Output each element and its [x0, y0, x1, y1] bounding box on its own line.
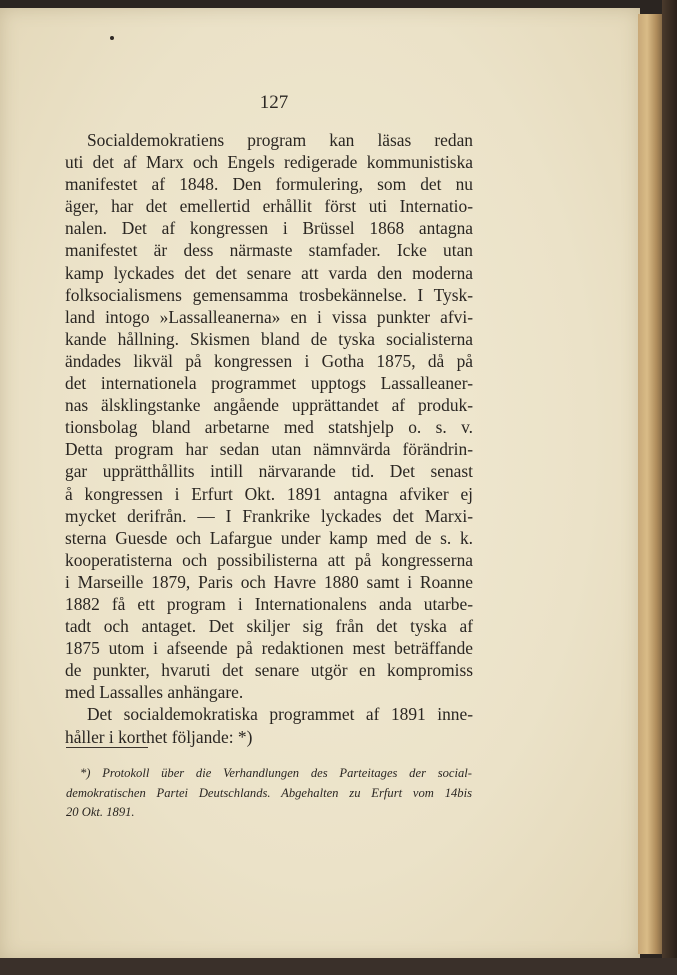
text-line: land intogo »Lassalleanerna» en i vissa punkter afvi-	[65, 306, 473, 327]
text-line: 1882 få ett program i Internationalens anda utarbe-	[65, 593, 473, 614]
text-line: mycket derifrån. — I Frankrike lyckades det Marxi-	[65, 505, 473, 526]
text-line: kooperatisterna och possibilisterna att på kongresserna	[65, 549, 473, 570]
text-line: sterna Guesde och Lafargue under kamp med de s. k.	[65, 527, 473, 548]
text-line: manifestet af 1848. Den formulering, som det nu	[65, 174, 473, 195]
page-number: 127	[259, 92, 289, 113]
text-line: nalen. Det af kongressen i Brüssel 1868 antagna	[65, 218, 473, 239]
text-line: kamp lyckades det det senare att varda den moderna	[65, 262, 473, 283]
text-line: å kongressen i Erfurt Okt. 1891 antagna afviker ej	[65, 483, 473, 504]
footnote-line: 20 Okt. 1891.	[66, 805, 135, 819]
text-line: 1875 utom i afseende på redaktionen mest beträffande	[65, 638, 473, 659]
book-spine	[662, 0, 677, 975]
text-line: manifestet är dess närmaste stamfader. Icke utan	[65, 240, 473, 261]
text-line: de punkter, hvaruti det senare utgör en kompromiss	[65, 660, 473, 681]
text-line: håller i korthet följande: *)	[65, 726, 253, 747]
page-edges	[638, 14, 664, 954]
footnote-line: *) Protokoll über die Verhandlungen des Parteitages der social-	[80, 766, 472, 780]
footnote-divider	[66, 747, 148, 748]
text-line: Detta program har sedan utan nämnvärda förändrin-	[65, 439, 473, 460]
text-line: folksocialismens gemensamma trosbekännelse. I Tysk-	[65, 284, 473, 305]
page-shadow	[0, 958, 677, 975]
text-line: gar upprätthållits intill närvarande tid. Det senast	[65, 461, 473, 482]
text-line: tionsbolag bland arbetarne med statshjelp o. s. v.	[65, 417, 473, 438]
text-line: ändades likväl på kongressen i Gotha 1875, då på	[65, 350, 473, 371]
text-line: uti det af Marx och Engels redigerade kommunistiska	[65, 152, 473, 173]
footnote-line: demokratischen Partei Deutschlands. Abgehalten zu Erfurt vom 14bis	[66, 785, 472, 800]
text-line: i Marseille 1879, Paris och Havre 1880 samt i Roanne	[65, 571, 473, 592]
body-text	[65, 129, 473, 748]
text-line: kande hållning. Skismen bland de tyska socialisterna	[65, 328, 473, 349]
text-line: det internationela programmet upptogs Lassalleaner-	[65, 373, 473, 394]
text-line: Socialdemokratiens program kan läsas redan	[87, 130, 473, 150]
text-line: tadt och antaget. Det skiljer sig från det tyska af	[65, 616, 473, 637]
text-line: med Lassalles anhängare.	[65, 682, 244, 703]
text-line: äger, har det emellertid erhållit först uti Internatio-	[65, 196, 473, 217]
footnote	[66, 764, 472, 823]
ink-speck	[110, 36, 114, 40]
text-line: nas älsklingstanke angående upprättandet af produk-	[65, 395, 473, 416]
text-line: Det socialdemokratiska programmet af 1891 inne-	[87, 704, 473, 725]
